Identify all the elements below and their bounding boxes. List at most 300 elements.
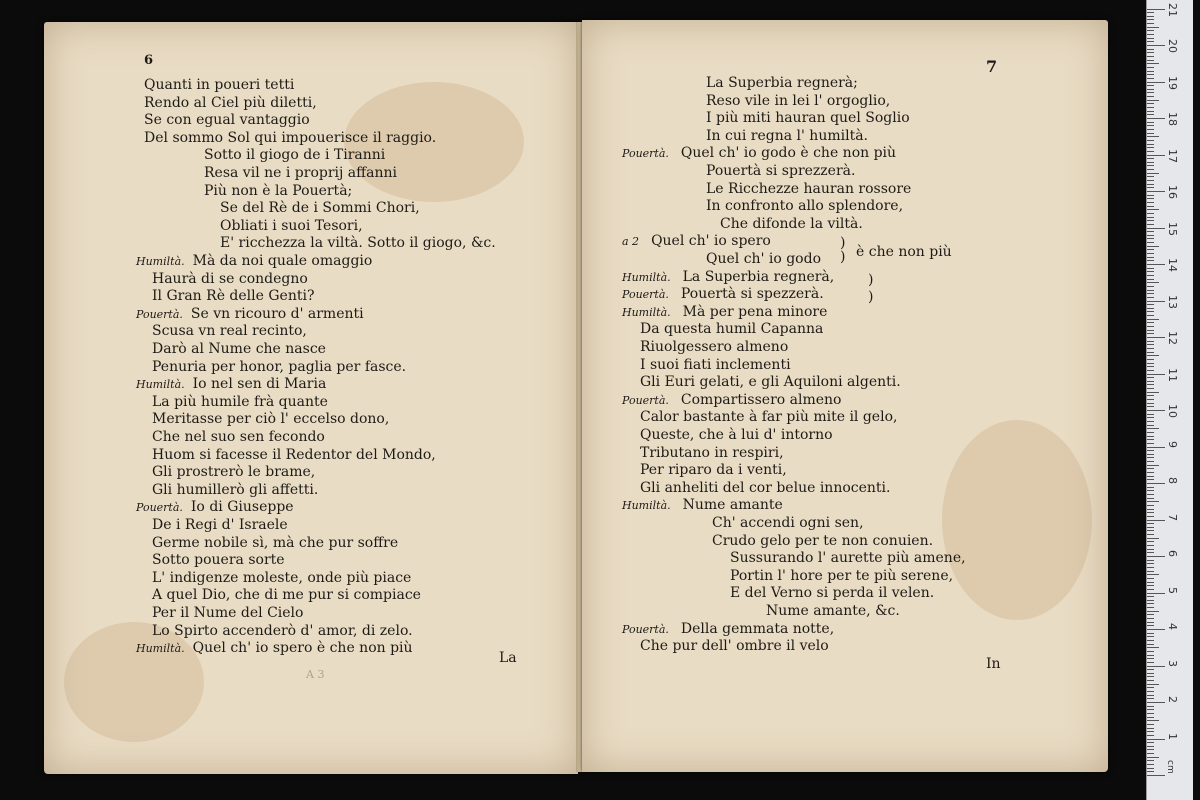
ruler-tick [1147,454,1154,455]
ruler-tick [1147,191,1165,192]
verse-text: E' ricchezza la viltà. Sotto il giogo, &c. [220,235,496,252]
ruler-tick [1147,209,1159,210]
ruler-tick [1147,49,1154,50]
verse-text: Haurà di se condegno [152,270,308,287]
ruler-tick [1147,23,1154,24]
verse-text: Darò al Nume che nasce [152,341,326,357]
speaker-label: Humiltà. [622,499,671,513]
text-line [144,95,317,113]
text-line [730,568,953,586]
verse-text: Gli humillerò gli affetti. [152,481,319,498]
ruler-tick [1147,111,1154,112]
verse-text: Reso vile in lei l' orgoglio, [706,92,891,109]
ruler-tick [1147,450,1154,451]
ruler-tick [1147,235,1154,236]
text-line [136,499,294,517]
text-line [152,288,314,306]
ruler-tick [1147,560,1154,561]
ruler-tick [1147,144,1154,145]
verse-text: Meritasse per ciò l' eccelso dono, [152,411,390,428]
text-line [706,181,911,199]
text-line [622,392,841,410]
ruler-tick [1147,731,1154,732]
verse-text: Se vn ricouro d' armenti [190,305,364,322]
text-line [152,482,318,500]
ruler-tick [1147,322,1154,323]
ruler-tick [1147,344,1154,345]
ruler-tick [1147,465,1159,466]
ruler-number: 10 [1166,404,1179,418]
ruler-tick [1147,9,1165,10]
ruler-tick [1147,162,1154,163]
text-line [622,269,834,287]
ruler-tick [1147,319,1159,320]
verse-text: Crudo gelo per te non conuien. [712,532,934,549]
ruler-tick [1147,578,1154,579]
a2-brace: ) ) [840,235,846,265]
a2-brace-text: è che non più [856,244,952,260]
ruler-tick [1147,78,1154,79]
text-line [220,200,420,218]
ruler-tick [1147,286,1154,287]
ruler-tick [1147,107,1154,108]
verse-text: Gli anheliti del cor belue innocenti. [640,479,891,496]
ruler-number: 12 [1166,331,1179,345]
ruler-tick [1147,571,1154,572]
ruler-tick [1147,253,1154,254]
ruler-number: 20 [1166,39,1179,53]
text-line [152,429,325,447]
ruler-number: 13 [1166,294,1179,309]
ruler-tick [1147,739,1165,740]
text-line [640,427,833,445]
ruler-tick [1147,658,1154,659]
verse-text: Nume amante [682,497,783,514]
ruler-tick [1147,315,1154,316]
ruler-tick [1147,709,1154,710]
ruler-tick [1147,552,1154,553]
ruler-tick [1147,757,1159,758]
ruler-tick [1147,60,1154,61]
verse-text: Sotto il giogo de i Tiranni [204,147,386,164]
ruler-tick [1147,713,1154,714]
text-line [152,447,436,465]
ruler-tick [1147,308,1154,309]
text-line [204,165,397,183]
verse-text: Io nel sen di Maria [192,376,327,393]
ruler-tick [1147,720,1159,721]
ruler-tick [1147,618,1154,619]
ruler-tick [1147,534,1154,535]
verse-text: Germe nobile sì, mà che pur soffre [152,534,399,551]
ruler-tick [1147,490,1154,491]
text-line [706,251,821,269]
ruler-tick [1147,669,1154,670]
ruler-tick [1147,585,1154,586]
ruler-tick [1147,432,1154,433]
speaker-label: Humiltà. [622,305,671,319]
text-line [152,587,421,605]
ruler-tick [1147,238,1154,239]
ruler-tick [1147,260,1154,261]
verse-text: Quel ch' io spero è che non più [192,640,413,657]
ruler-tick [1147,268,1154,269]
ruler-tick [1147,374,1165,375]
ruler-tick [1147,439,1154,440]
verse-text: La Superbia regnerà; [706,75,858,91]
left-page-number: 6 [144,53,154,68]
speaker-label: Humiltà. [136,378,185,392]
ruler-tick [1147,56,1154,57]
verse-text: A quel Dio, che di me pur si compiace [152,587,421,604]
ruler-tick [1147,89,1154,90]
ruler-tick [1147,516,1154,517]
ruler-tick [1147,622,1154,623]
verse-text: Calor bastante à far più mite il gelo, [640,409,898,426]
ruler-tick [1147,366,1154,367]
verse-text: L' indigenze moleste, onde più piace [152,569,412,586]
ruler-tick [1147,461,1154,462]
verse-text: Tributano in respiri, [640,444,784,461]
text-line [712,515,864,533]
ruler-number: 9 [1166,440,1179,448]
ruler-tick [1147,417,1154,418]
verse-text: Se del Rè de i Sommi Chori, [220,200,420,217]
ruler-tick [1147,370,1154,371]
ruler-number: 8 [1166,477,1179,484]
speaker-label: Humiltà. [136,255,185,268]
ruler-tick [1147,414,1154,415]
text-line [152,411,389,429]
text-line [640,339,788,357]
text-line [622,233,771,251]
ruler-tick [1147,676,1154,677]
verse-text: Huom si facesse il Redentor del Mondo, [152,446,436,463]
verse-text: Scusa vn real recinto, [152,323,307,340]
verse-text: Quel ch' io godo [706,251,822,267]
ruler-tick [1147,136,1159,137]
ruler-tick [1147,12,1154,13]
ruler-number: 7 [1166,513,1179,521]
text-line [730,585,934,603]
ruler-number: 2 [1166,696,1179,703]
ruler-tick [1147,742,1154,743]
ruler-tick [1147,257,1154,258]
ruler-tick [1147,629,1165,630]
ruler-tick [1147,165,1154,166]
text-line [640,374,901,392]
ruler-tick [1147,593,1165,594]
ruler-tick [1147,563,1154,564]
ruler-tick [1147,771,1154,772]
speaker-label: Pouertà. [622,147,669,161]
text-line [766,603,900,621]
ruler-tick [1147,702,1165,703]
ruler-tick [1147,520,1165,521]
verse-text: Per riparo da i venti, [640,462,787,479]
ruler-tick [1147,217,1154,218]
ruler-tick [1147,202,1154,203]
ruler-tick [1147,311,1154,312]
ruler-tick [1147,421,1154,422]
text-line [622,621,834,639]
verse-text: Obliati i suoi Tesori, [220,217,363,234]
ruler-tick [1147,85,1154,86]
speaker-label: Pouertà. [622,622,669,636]
text-line [152,323,307,341]
ruler-tick [1147,220,1154,221]
ruler-tick [1147,63,1159,64]
ruler-tick [1147,195,1154,196]
ruler-tick [1147,447,1165,448]
verse-text: E del Verno si perda il velen. [730,585,935,602]
ruler-tick [1147,392,1159,393]
ruler-tick [1147,242,1154,243]
ruler-unit: cm [1165,760,1175,774]
speaker-label: Humiltà. [136,642,185,656]
ruler-tick [1147,589,1154,590]
ruler-tick [1147,27,1159,28]
text-line [152,517,288,535]
text-line [622,497,783,515]
ruler-tick [1147,224,1154,225]
verse-text: Che difonde la viltà. [720,215,863,232]
verse-text: Che pur dell' ombre il velo [640,638,829,655]
ruler-tick [1147,184,1154,185]
verse-text: Più non è la Pouertà; [204,182,353,199]
verse-text: Gli prostrerò le brame, [152,464,316,481]
ruler-tick [1147,399,1154,400]
ruler-tick [1147,118,1165,119]
text-line [136,253,372,271]
ruler-tick [1147,746,1154,747]
ruler-tick [1147,103,1154,104]
ruler-tick [1147,133,1154,134]
right-page-number: 7 [986,57,998,76]
ruler-tick [1147,45,1165,46]
verse-text: Sussurando l' aurette più amene, [730,550,966,567]
ruler-tick [1147,695,1154,696]
verse-text: De i Regi d' Israele [152,517,288,533]
text-line [220,218,363,236]
ruler-tick [1147,384,1154,385]
verse-text: Rendo al Ciel più diletti, [144,94,317,111]
ruler-tick [1147,406,1154,407]
ruler-tick [1147,698,1154,699]
ruler-tick [1147,523,1154,524]
ruler-tick [1147,92,1154,93]
right-catchword: In [986,656,1001,672]
verse-text: Sotto pouera sorte [152,552,285,569]
ruler-tick [1147,100,1159,101]
verse-text: Compartissero almeno [680,391,842,408]
speaker-label: Pouertà. [136,307,183,321]
ruler-tick [1147,655,1154,656]
ruler-tick [1147,687,1154,688]
ruler-tick [1147,428,1159,429]
text-line [152,271,308,289]
ruler-tick [1147,377,1154,378]
ruler-tick [1147,147,1154,148]
text-line [640,638,829,656]
ruler-tick [1147,600,1154,601]
ruler-tick [1147,760,1154,761]
ruler-tick [1147,330,1154,331]
text-line [622,304,827,322]
text-line [136,376,326,394]
verse-text: Il Gran Rè delle Genti? [152,288,315,305]
text-line [640,445,784,463]
verse-text: Mà per pena minore [682,303,828,320]
text-line [720,216,863,234]
ruler-tick [1147,359,1154,360]
ruler-tick [1147,666,1165,667]
ruler-tick [1147,735,1154,736]
text-line [640,409,897,427]
verse-text: In confronto allo splendore, [706,198,904,215]
ruler-tick [1147,271,1154,272]
text-line [152,570,411,588]
ruler-tick [1147,337,1165,338]
ruler-tick [1147,122,1154,123]
ruler-number: 1 [1166,732,1179,740]
ruler-tick [1147,614,1154,615]
ruler-tick [1147,680,1154,681]
ruler-tick [1147,483,1165,484]
text-line [204,183,352,201]
ruler-tick [1147,567,1154,568]
ruler-tick [1147,501,1159,502]
ruler-tick [1147,246,1159,247]
humilta-brace: ) ) [868,272,874,305]
ruler-tick [1147,691,1154,692]
ruler-tick [1147,231,1154,232]
ruler-tick [1147,775,1165,776]
ruler-number: 4 [1166,623,1179,630]
text-line [144,77,294,95]
ruler-tick [1147,395,1154,396]
ruler-tick [1147,41,1154,42]
ruler-tick [1147,206,1154,207]
ruler-tick [1147,684,1159,685]
verse-text: Se con egual vantaggio [144,112,310,129]
speaker-label: Pouertà. [622,393,669,407]
ruler-tick [1147,479,1154,480]
ruler-number: 18 [1166,112,1179,126]
verse-text: Lo Spirto accenderò d' amor, di zelo. [152,622,413,639]
ruler-tick [1147,249,1154,250]
text-line [640,462,787,480]
ruler-tick [1147,541,1154,542]
ruler-tick [1147,753,1154,754]
text-line [136,640,413,658]
ruler-tick [1147,472,1154,473]
verse-text: Gli Euri gelati, e gli Aquiloni algenti. [640,374,901,391]
ruler-tick [1147,706,1154,707]
ruler-tick [1147,625,1154,626]
ruler-tick [1147,651,1154,652]
ruler-tick [1147,155,1165,156]
text-line [640,321,823,339]
left-signature: A 3 [306,668,325,681]
speaker-label: a 2 [622,235,640,249]
ruler-number: 15 [1166,221,1179,236]
text-line [706,110,910,128]
verse-text: Portin l' hore per te più serene, [730,567,954,584]
ruler-tick [1147,326,1154,327]
verse-text: Quel ch' io godo è che non più [680,145,897,162]
ruler-tick [1147,574,1159,575]
ruler-tick [1147,644,1154,645]
verse-text: Della gemmata notte, [680,620,835,637]
ruler-tick [1147,476,1154,477]
text-line [706,93,890,111]
ruler-tick [1147,140,1154,141]
ruler-tick [1147,114,1154,115]
text-line [152,605,303,623]
text-line [152,359,406,377]
ruler-tick [1147,82,1165,83]
ruler-tick [1147,381,1154,382]
ruler-tick [1147,549,1154,550]
verse-text: Quanti in poueri tetti [144,77,295,93]
ruler-tick [1147,96,1154,97]
ruler-tick [1147,436,1154,437]
verse-text: Riuolgessero almeno [640,339,789,355]
ruler-tick [1147,768,1154,769]
ruler-tick [1147,636,1154,637]
verse-text: I più miti hauran quel Soglio [706,110,910,127]
ruler-tick [1147,556,1165,557]
ruler-tick [1147,71,1154,72]
text-line [220,235,496,253]
verse-text: La più humile frà quante [152,393,328,410]
ruler-tick [1147,341,1154,342]
text-line [622,145,896,163]
verse-text: Resa vil ne i proprij affanni [204,165,397,181]
ruler-tick [1147,611,1159,612]
ruler-tick [1147,388,1154,389]
verse-text: Da questa humil Capanna [640,321,824,338]
verse-text: La Superbia regnerà, [682,268,835,285]
ruler-tick [1147,363,1154,364]
ruler-tick [1147,545,1154,546]
ruler-tick [1147,494,1154,495]
right-page [582,20,1108,772]
ruler-tick [1147,403,1154,404]
verse-text: Nume amante, &c. [766,603,900,619]
ruler-tick [1147,530,1154,531]
ruler-tick [1147,457,1154,458]
text-line [730,550,966,568]
ruler-tick [1147,640,1154,641]
ruler-number: 11 [1166,367,1179,382]
ruler-tick [1147,355,1159,356]
ruler-tick [1147,158,1154,159]
ruler-tick [1147,74,1154,75]
text-line [152,394,328,412]
verse-text: Io di Giuseppe [190,499,294,516]
ruler-tick [1147,293,1154,294]
ruler-number: 14 [1166,258,1179,272]
verse-text: Le Ricchezze hauran rossore [706,180,912,197]
ruler-tick [1147,129,1154,130]
ruler-tick [1147,512,1154,513]
ruler-tick [1147,662,1154,663]
text-line [706,163,855,181]
ruler-tick [1147,647,1159,648]
text-line [136,306,364,324]
